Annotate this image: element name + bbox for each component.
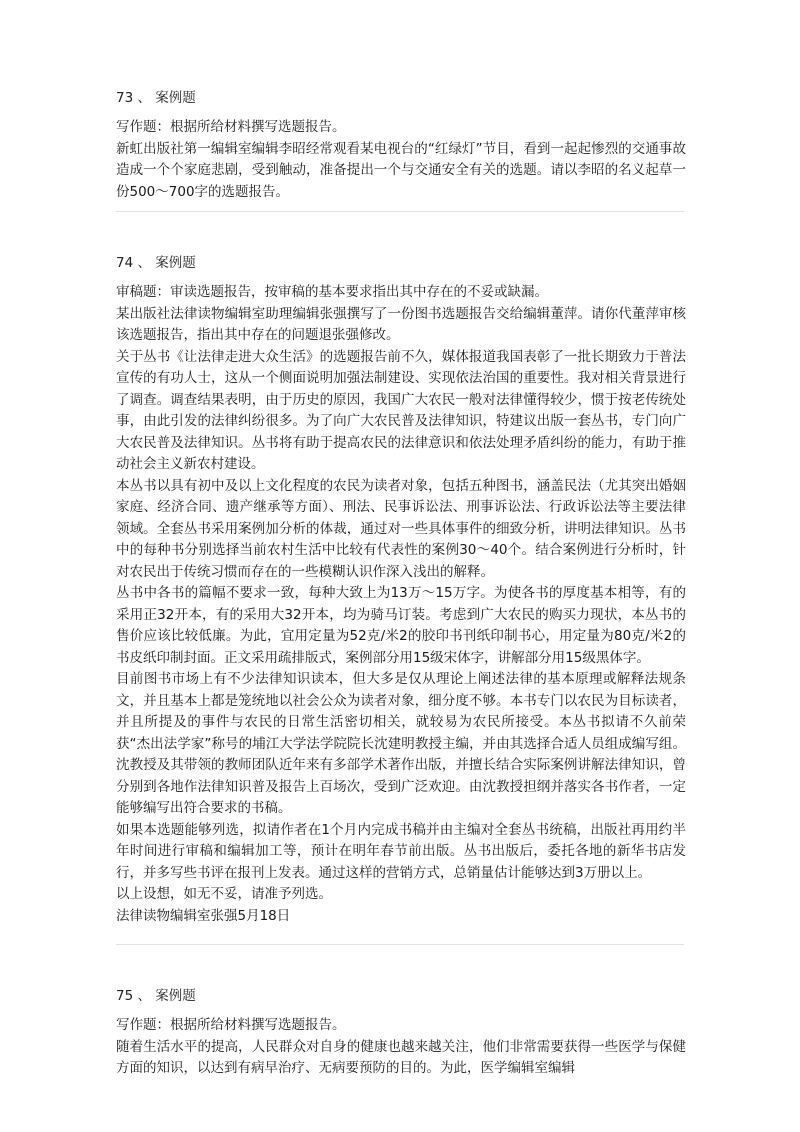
question-74 xyxy=(116,253,686,927)
paragraph: 本丛书以具有初中及以上文化程度的农民为读者对象，包括五种图书，涵盖民法（尤其突出婚姻家庭、经济合同、遗产继承等方面）、刑法、民事诉讼法、刑事诉讼法、行政诉讼法等主要法律领域。全套丛书采用案例加分析的体裁，通过对一些具体事件的细致分析，讲明法律知识。丛书中的每种书分别选择当前农村生活中比较有代表性的案例30～40个。结合案例进行分析时，针对农民出于传统习惯而存在的一些模糊认识作深入浅出的解释。 xyxy=(116,477,686,580)
question-title: 75 、 案例题 xyxy=(116,988,196,1004)
paragraph: 写作题：根据所给材料撰写选题报告。 xyxy=(116,1017,346,1033)
question-75 xyxy=(116,986,686,1080)
question-title: 73 、 案例题 xyxy=(116,90,196,106)
paragraph: 关于丛书《让法律走进大众生活》的选题报告前不久，媒体报道我国表彰了一批长期致力于普法宣传的有功人士，这从一个侧面说明加强法制建设、实现依法治国的重要性。我对相关背景进行了调查。调查结果表明，由于历史的原因，我国广大农民一般对法律懂得较少，惯于按老传统处事，由此引发的法律纠纷很多。为了向广大农民普及法律知识，特建议出版一套丛书，专门向广大农民普及法律知识。丛书将有助于提高农民的法律意识和依法处理矛盾纠纷的能力，有助于推动社会主义新农村建设。 xyxy=(116,348,686,472)
question-title: 74 、 案例题 xyxy=(116,255,196,271)
signature-line: 法律读物编辑室张强5月18日 xyxy=(116,907,291,924)
paragraph: 目前图书市场上有不少法律知识读本，但大多是仅从理论上阐述法律的基本原理或解释法规条文，并且基本上都是笼统地以社会公众为读者对象，细分度不够。本书专门以农民为目标读者，并且所提及的事件与农民的日常生活密切相关，就较易为农民所接受。本丛书拟请不久前荣获“杰出法学家”称号的埔江大学法学院院长沈建明教授主编，并由其选择合适人员组成编写组。沈教授及其带领的教师团队近年来有多部学术著作出版，并擅长结合实际案例讲解法律知识，曾分别到各地作法律知识普及报告上百场次，受到广泛欢迎。由沈教授担纲并落实各书作者，一定能够编写出符合要求的书稿。 xyxy=(116,671,686,816)
divider xyxy=(116,211,684,212)
paragraph: 审稿题：审读选题报告，按审稿的基本要求指出其中存在的不妥或缺漏。 xyxy=(116,284,548,300)
paragraph: 以上设想，如无不妥，请准予列选。 xyxy=(116,886,332,902)
question-body xyxy=(116,1015,686,1080)
paragraph: 某出版社法律读物编辑室助理编辑张强撰写了一份图书选题报告交给编辑董萍。请你代董萍审核该选题报告，指出其中存在的问题退张强修改。 xyxy=(116,305,686,343)
paragraph: 随着生活水平的提高，人民群众对自身的健康也越来越关注，他们非常需要获得一些医学与保健方面的知识，以达到有病早治疗、无病要预防的目的。为此，医学编辑室编辑 xyxy=(116,1038,686,1076)
question-body xyxy=(116,117,686,203)
paragraph: 如果本选题能够列选，拟请作者在1个月内完成书稿并由主编对全套丛书统稿，出版社再用约半年时间进行审稿和编辑加工等，预计在明年春节前出版。丛书出版后，委托各地的新华书店发行，并多写些书评在报刊上发表。通过这样的营销方式，总销量估计能够达到3万册以上。 xyxy=(116,821,686,881)
paragraph: 丛书中各书的篇幅不要求一致，每种大致上为13万～15万字。为使各书的厚度基本相等，有的采用正32开本，有的采用大32开本，均为骑马订装。考虑到广大农民的购买力现状，本丛书的售价应该比较低廉。为此，宜用定量为52克/米2的胶印书刊纸印制书心，用定量为80克/米2的书皮纸印制封面。正文采用疏排版式，案例部分用15级宋体字，讲解部分用15级黑体字。 xyxy=(116,585,686,666)
question-73 xyxy=(116,88,686,203)
paragraph: 新虹出版社第一编辑室编辑李昭经常观看某电视台的“红绿灯”节目，看到一起起惨烈的交通事故造成一个个家庭悲剧，受到触动，准备提出一个与交通安全有关的选题。请以李昭的名义起草一份500～700字的选题报告。 xyxy=(116,140,686,200)
question-body xyxy=(116,282,686,927)
paragraph: 写作题：根据所给材料撰写选题报告。 xyxy=(116,119,346,135)
divider xyxy=(116,944,684,945)
